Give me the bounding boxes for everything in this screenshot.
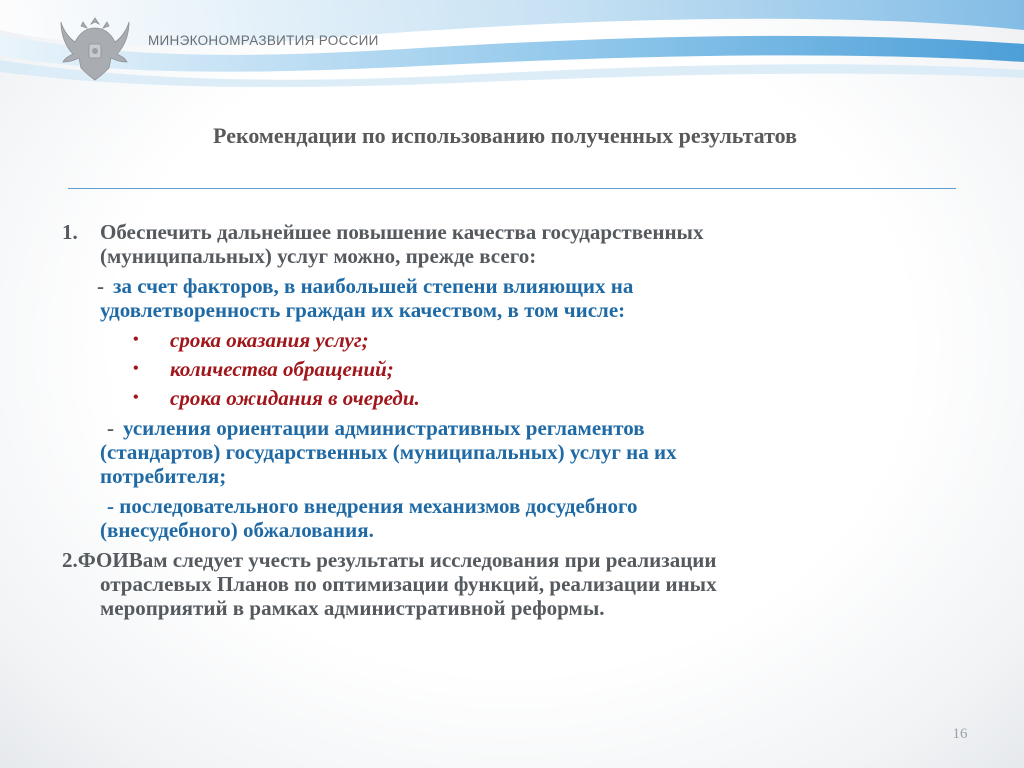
bullet-item-2: количества обращений; xyxy=(170,357,394,381)
ministry-name: МИНЭКОНОМРАЗВИТИЯ РОССИИ xyxy=(148,33,379,48)
factors-dash: - xyxy=(97,274,104,298)
item2-line3: мероприятий в рамках административной реформы. xyxy=(100,596,605,620)
orientation-line3: потребителя; xyxy=(100,464,227,488)
item2-line2: отраслевых Планов по оптимизации функций, реализации иных xyxy=(100,572,717,596)
orientation-dash: - xyxy=(107,416,114,440)
bullet-icon: • xyxy=(133,331,139,348)
slide-title: Рекомендации по использованию полученных результатов xyxy=(213,123,797,148)
bullet-icon: • xyxy=(133,360,139,377)
orientation-line2: (стандартов) государственных (муниципальных) услуг на их xyxy=(100,440,677,464)
bullet-icon: • xyxy=(133,389,139,406)
appeal-line2: (внесудебного) обжалования. xyxy=(100,518,374,542)
page-number: 16 xyxy=(952,726,968,742)
item1-line2: (муниципальных) услуг можно, прежде всего: xyxy=(100,244,537,268)
bullet-item-1: срока оказания услуг; xyxy=(170,328,369,352)
item2-line1: 2.ФОИВам следует учесть результаты исследования при реализации xyxy=(62,548,717,572)
factors-line2: удовлетворенность граждан их качеством, в том числе: xyxy=(100,298,626,322)
item1-number: 1. xyxy=(62,220,78,244)
bullet-item-3: срока ожидания в очереди. xyxy=(170,386,420,410)
factors-line1: за счет факторов, в наибольшей степени влияющих на xyxy=(113,274,634,298)
appeal-line1: - последовательного внедрения механизмов досудебного xyxy=(107,494,638,518)
orientation-line1: усиления ориентации административных регламентов xyxy=(123,416,645,440)
item1-line1: Обеспечить дальнейшее повышение качества государственных xyxy=(100,220,704,244)
